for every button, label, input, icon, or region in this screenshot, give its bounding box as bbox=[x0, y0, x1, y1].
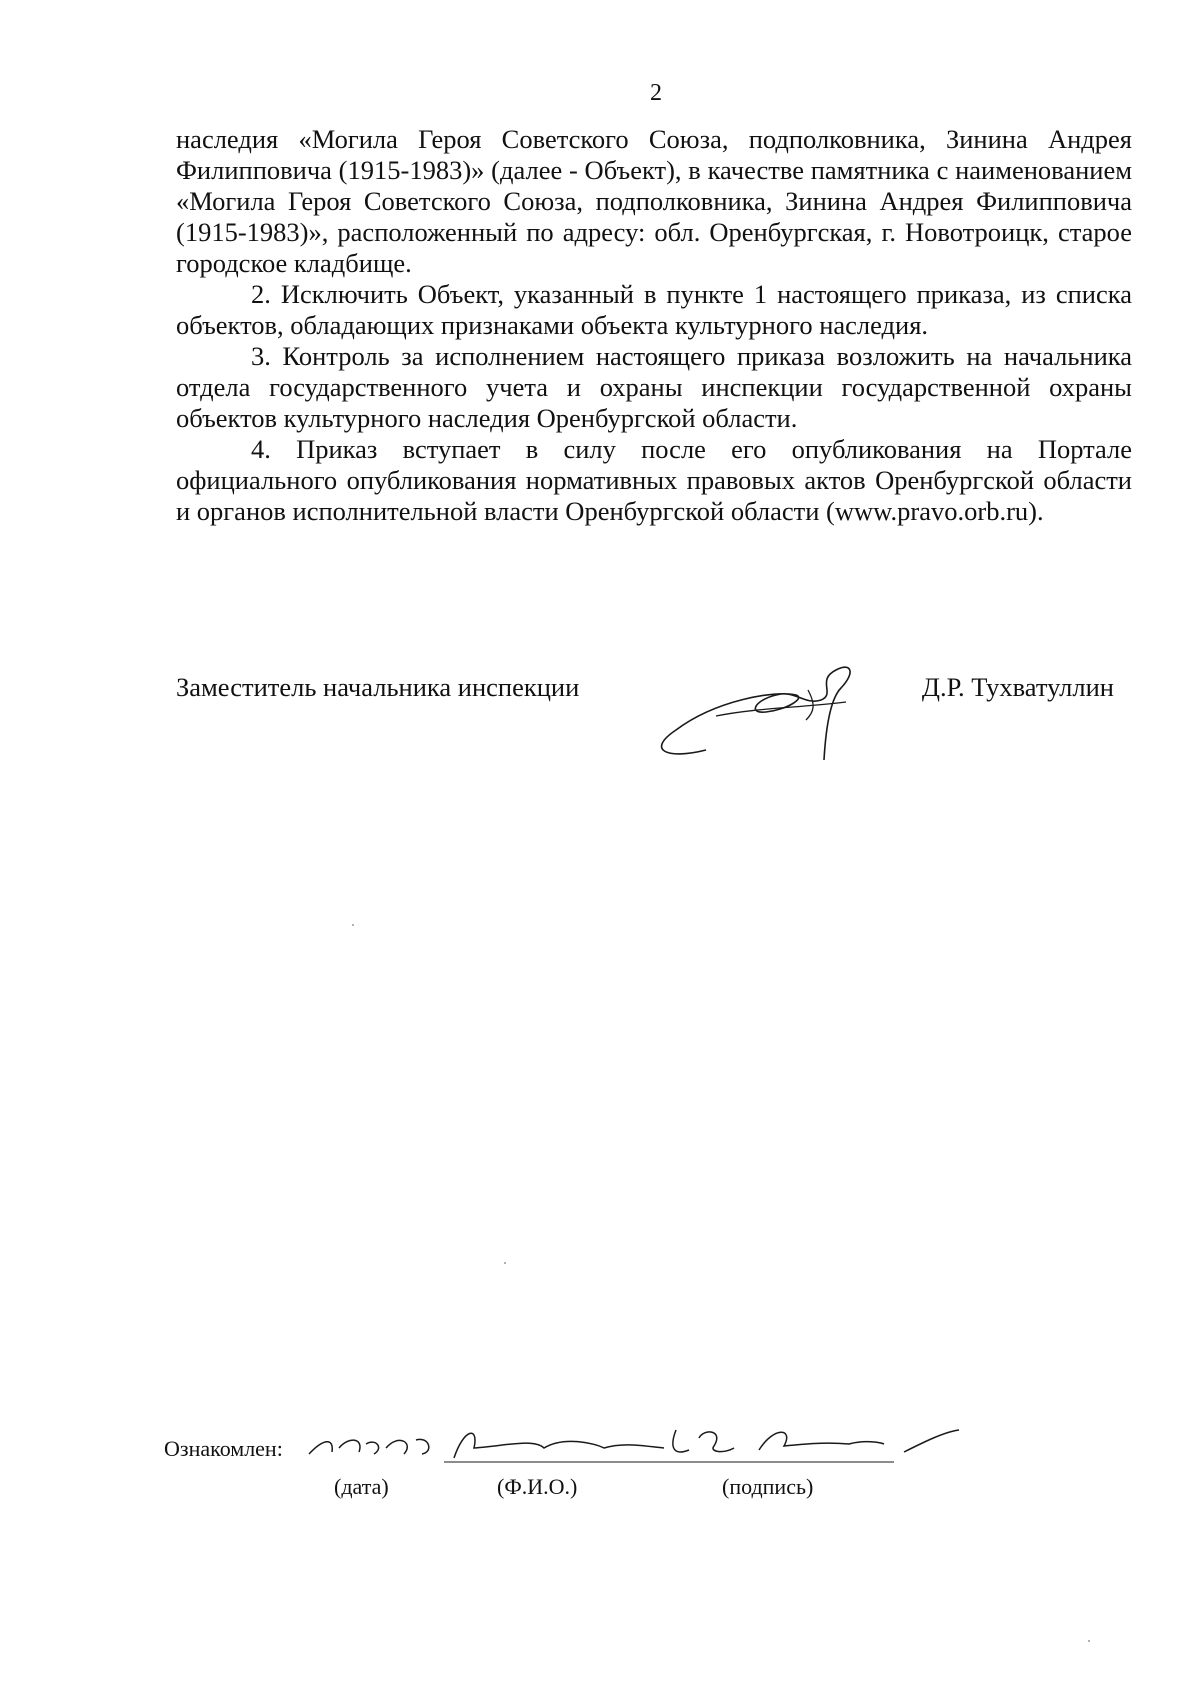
signature-block bbox=[176, 672, 1132, 792]
scan-speck bbox=[352, 924, 354, 926]
acknowledgement-handwriting bbox=[304, 1418, 964, 1478]
signer-name: Д.Р. Тухватуллин bbox=[921, 672, 1114, 702]
scan-speck bbox=[504, 1262, 506, 1264]
caption-name: (Ф.И.О.) bbox=[497, 1474, 578, 1499]
acknowledgement-label: Ознакомлен: bbox=[164, 1436, 283, 1461]
caption-signature: (подпись) bbox=[722, 1474, 814, 1499]
acknowledgement-block bbox=[164, 1432, 964, 1502]
scan-speck bbox=[1088, 1640, 1090, 1642]
signer-position: Заместитель начальника инспекции bbox=[176, 672, 580, 702]
document-body bbox=[176, 124, 1132, 527]
paragraph-item-4: 4. Приказ вступает в силу после его опубликования на Портале официального опубликования нормативных правовых актов Оренбургской области и органов исполнительной власти Оренбургской области (www.pravo.orb.ru). bbox=[176, 434, 1132, 526]
paragraph-object-description: наследия «Могила Героя Советского Союза, подполковника, Зинина Андрея Филипповича (1915-1983)» (далее - Объект), в качестве памятника с наименованием «Могила Героя Советского Союза, подполковника, Зинина Андрея Филипповича (1915-1983)», расположенный по адресу: обл. Оренбургская, г. Новотроицк, старое городское кладбище. bbox=[176, 124, 1132, 278]
page-number: 2 bbox=[650, 80, 662, 106]
caption-date: (дата) bbox=[334, 1474, 389, 1499]
paragraph-item-3: 3. Контроль за исполнением настоящего приказа возложить на начальника отдела государственного учета и охраны инспекции государственной охраны объектов культурного наследия Оренбургской области. bbox=[176, 341, 1132, 433]
paragraph-item-2: 2. Исключить Объект, указанный в пункте 1 настоящего приказа, из списка объектов, обладающих признаками объекта культурного наследия. bbox=[176, 279, 1132, 340]
handwritten-signature bbox=[646, 650, 876, 780]
